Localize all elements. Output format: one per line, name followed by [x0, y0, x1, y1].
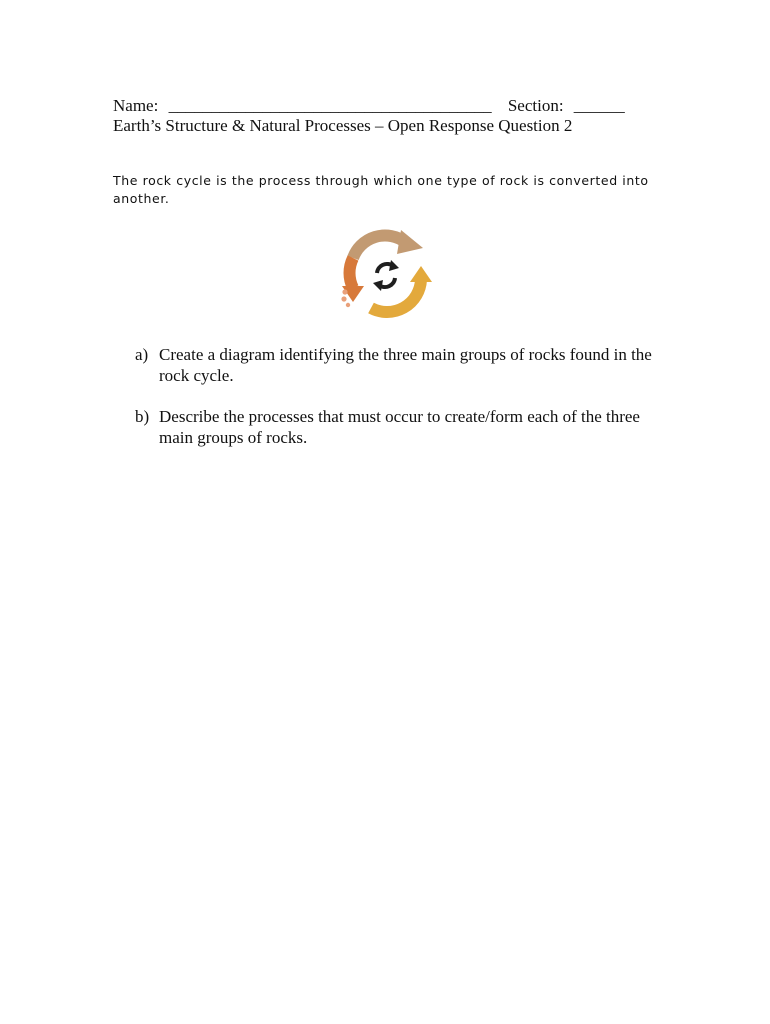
question-marker: b)	[135, 407, 150, 426]
question-marker: a)	[135, 345, 149, 364]
name-section-line	[113, 96, 625, 116]
question-a	[135, 344, 665, 386]
section-label: Section:	[507, 96, 564, 115]
question-text: Describe the processes that must occur to create/form each of the three main groups of rocks.	[159, 407, 640, 447]
worksheet-title: Earth’s Structure & Natural Processes – Open Response Question 2	[113, 116, 573, 135]
name-label: Name:	[113, 96, 159, 115]
rock-cycle-arrows-icon	[333, 228, 438, 324]
question-list	[135, 344, 665, 468]
name-blank: ______________________________________	[168, 96, 492, 115]
section-blank: ______	[573, 96, 625, 115]
question-b	[135, 406, 665, 448]
intro-text: The rock cycle is the process through which one type of rock is converted into another.	[113, 173, 649, 206]
question-text: Create a diagram identifying the three main groups of rocks found in the rock cycle.	[159, 345, 652, 385]
